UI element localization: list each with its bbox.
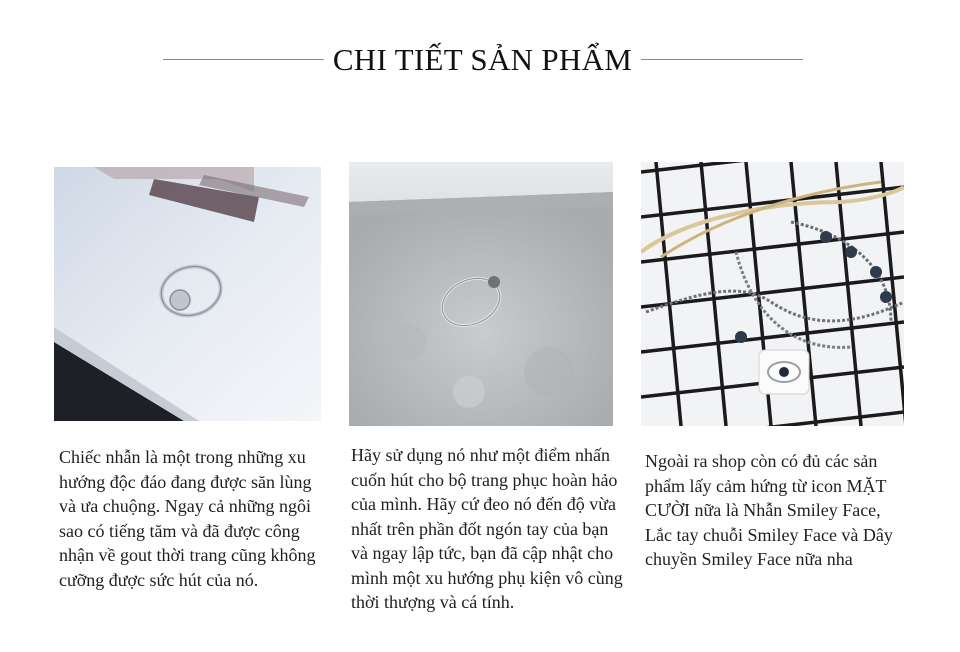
product-description-3: Ngoài ra shop còn có đủ các sản phẩm lấy cảm hứng từ icon MẶT CƯỜI nữa là Nhẫn Smiley Face, Lắc tay chuỗi Smiley Face và Dây chuyền Smiley Face nữa nha	[645, 451, 893, 569]
product-photo-ring-concrete[interactable]	[349, 162, 613, 426]
ring-on-concrete-image	[349, 162, 613, 426]
product-photo-bracelets-grid[interactable]	[641, 162, 904, 426]
product-description-2: Hãy sử dụng nó như một điểm nhấn cuốn hút cho bộ trang phục hoàn hảo của mình. Hãy cứ đeo nó đến độ vừa nhất trên phần đốt ngón tay của bạn và ngay lập tức, bạn đã cập nhật cho mình một xu hướng phụ kiện vô cùng thời thượng và cá tính.	[351, 445, 623, 612]
heading-divider-left	[163, 59, 324, 60]
heading-divider-right	[641, 59, 803, 60]
page-title: CHI TIẾT SẢN PHẨM	[332, 42, 633, 77]
ring-on-card-image	[54, 167, 321, 421]
smiley-bracelets-image	[641, 162, 904, 426]
product-photo-ring-card[interactable]	[54, 167, 321, 421]
section-heading	[0, 40, 960, 80]
product-description-1: Chiếc nhẫn là một trong những xu hướng độc đáo đang được săn lùng và ưa chuộng. Ngay cả những ngôi sao có tiếng tăm và đã được công nhận về gout thời trang cũng không cưỡng được sức hút của nó.	[59, 447, 316, 590]
